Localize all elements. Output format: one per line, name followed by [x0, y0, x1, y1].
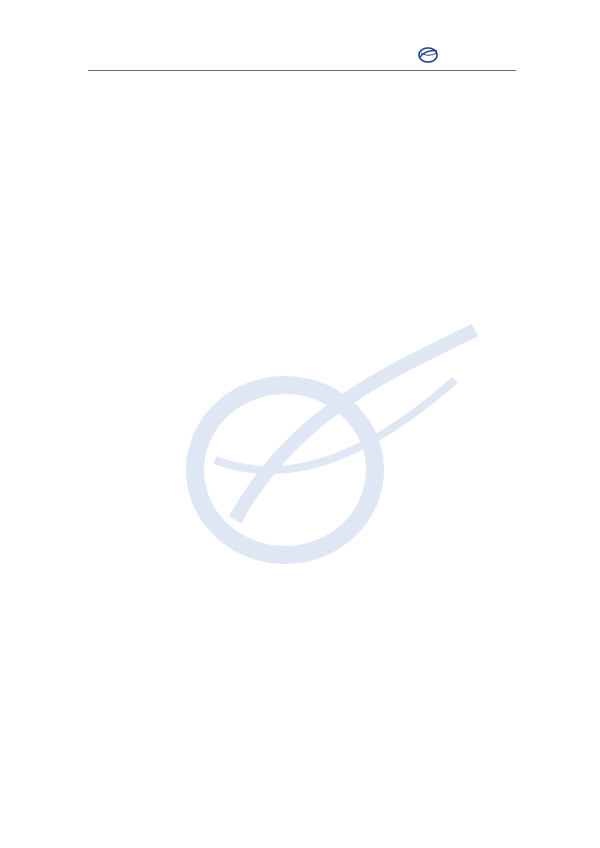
- header-divider: [88, 70, 516, 71]
- globe-icon: [418, 47, 438, 63]
- bottom-wave-decoration: [0, 690, 600, 848]
- isc-logo: [418, 47, 441, 63]
- watermark-logo: [175, 290, 495, 590]
- page-footer: [0, 786, 600, 797]
- top-wave-decoration: [0, 0, 600, 80]
